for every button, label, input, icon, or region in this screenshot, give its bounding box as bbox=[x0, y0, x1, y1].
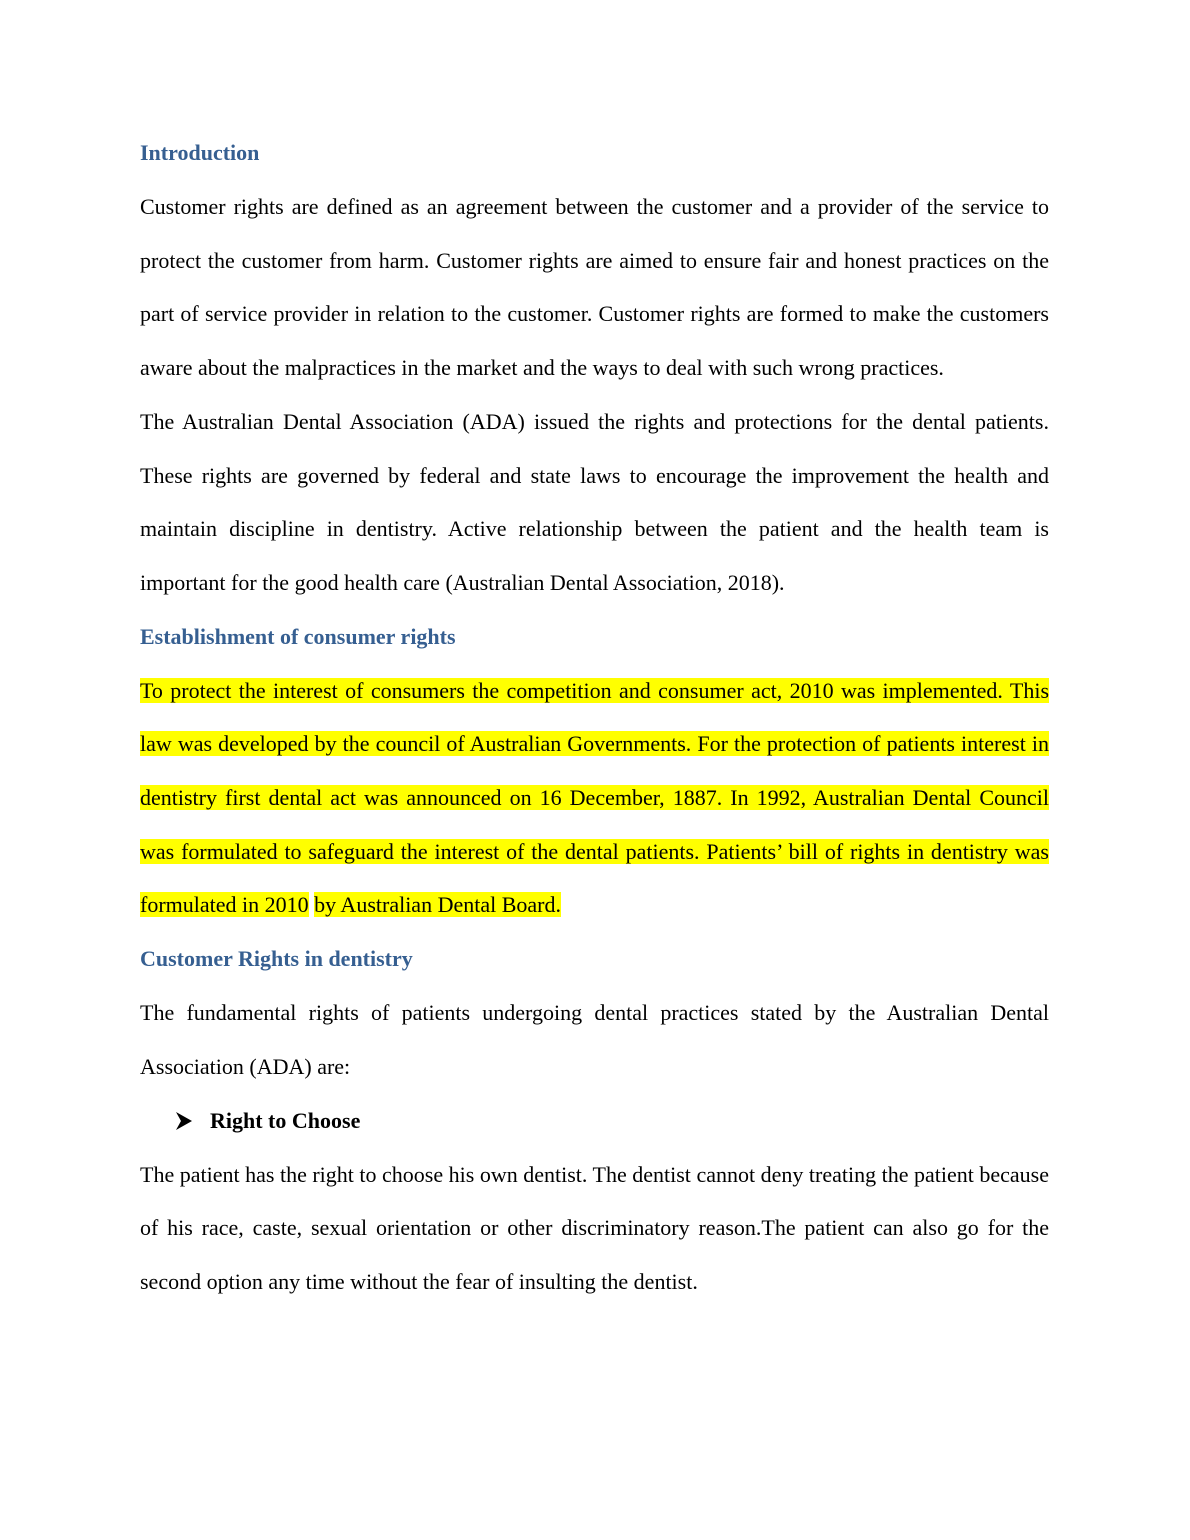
document-page bbox=[140, 126, 1049, 1309]
paragraph-intro-1: Customer rights are defined as an agreement between the customer and a provider of the service to protect the customer from harm. Customer rights are aimed to ensure fair and honest practices on the part of service provider in relation to the customer. Customer rights are formed to make the customers aware about the malpractices in the market and the ways to deal with such wrong practices. bbox=[140, 194, 1049, 381]
heading-customer-rights: Customer Rights in dentistry bbox=[140, 946, 413, 972]
heading-establishment: Establishment of consumer rights bbox=[140, 623, 456, 649]
paragraph-establishment bbox=[140, 664, 1049, 933]
arrow-bullet-icon bbox=[176, 1112, 192, 1130]
paragraph-right-to-choose: The patient has the right to choose his own dentist. The dentist cannot deny treating the patient because of his race, caste, sexual orientation or other discriminatory reason.The patient can also go for the second option any time without the fear of insulting the dentist. bbox=[140, 1161, 1049, 1294]
paragraph-customer-rights-intro: The fundamental rights of patients undergoing dental practices stated by the Australian Dental Association (ADA) are: bbox=[140, 1000, 1049, 1079]
bullet-item-right-to-choose bbox=[140, 1094, 1049, 1148]
highlighted-text-part2: by Australian Dental Board. bbox=[314, 892, 561, 918]
highlighted-text-part1: To protect the interest of consumers the competition and consumer act, 2010 was implemented. This law was developed by the council of Australian Governments. For the protection of patients interest in dentistry first dental act was announced on 16 December, 1887. In 1992, Australian Dental Council was formulated to safeguard the interest of the dental patients. Patients’ bill of rights in dentistry was formulated in 2010 bbox=[140, 677, 1049, 918]
bullet-title: Right to Choose bbox=[210, 1107, 361, 1133]
heading-introduction: Introduction bbox=[140, 140, 260, 165]
paragraph-intro-2: The Australian Dental Association (ADA) issued the rights and protections for the dental patients. These rights are governed by federal and state laws to encourage the improvement the health and maintain discipline in dentistry. Active relationship between the patient and the health team is important for the good health care (Australian Dental Association, 2018). bbox=[140, 408, 1049, 595]
